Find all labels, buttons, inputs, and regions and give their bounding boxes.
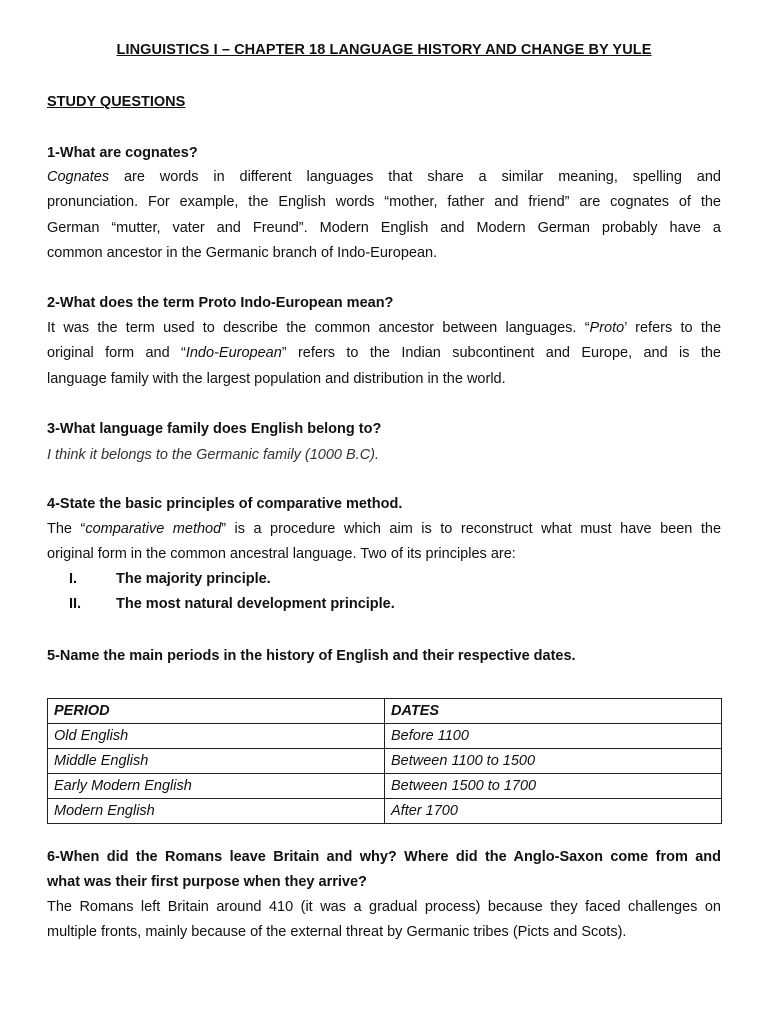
periods-table <box>47 698 722 824</box>
table-row <box>48 749 722 774</box>
question-1: 1-What are cognates? <box>47 145 198 161</box>
list-item-number: I. <box>69 571 78 587</box>
table-header-period: PERIOD <box>48 699 385 724</box>
table-header-row <box>48 699 722 724</box>
answer-1-line-3: German “mutter, vater and Freund”. Modern English and Modern German probably have a <box>47 219 721 236</box>
answer-2 <box>47 316 721 392</box>
answer-2-line-2: original form and “Indo-European” refers to the Indian subcontinent and Europe, and is the <box>47 345 722 362</box>
answer-2-line-1: It was the term used to describe the common ancestor between languages. “Proto’ refers to the <box>47 320 722 336</box>
table-cell: Early Modern English <box>48 774 385 799</box>
question-6-line-2: what was their first purpose when they arrive? <box>47 874 367 890</box>
question-2: 2-What does the term Proto Indo-European mean? <box>47 295 394 311</box>
list-item <box>47 567 721 592</box>
term-cognates: Cognates <box>47 169 110 185</box>
table-cell: Before 1100 <box>385 724 722 749</box>
answer-6-line-1: The Romans left Britain around 410 (it was a gradual process) because they faced challenges on <box>47 899 721 915</box>
list-item-text: The most natural development principle. <box>116 596 395 613</box>
question-5: 5-Name the main periods in the history of English and their respective dates. <box>47 648 576 664</box>
list-item <box>47 592 721 617</box>
table-row <box>48 799 722 824</box>
answer-4 <box>47 517 721 568</box>
answer-4-line-2: original form in the common ancestral language. Two of its principles are: <box>47 546 516 563</box>
answer-6 <box>47 895 721 946</box>
document-title: LINGUISTICS I – CHAPTER 18 LANGUAGE HISTORY AND CHANGE BY YULE <box>116 42 652 58</box>
answer-1-line-2: pronunciation. For example, the English words “mother, father and friend” are cognates of the <box>47 194 721 211</box>
table-header-dates: DATES <box>385 699 722 724</box>
term-comparative-method: comparative method <box>85 521 222 537</box>
answer-2-line-3: language family with the largest population and distribution in the world. <box>47 370 506 387</box>
section-heading: STUDY QUESTIONS <box>47 94 186 110</box>
question-6 <box>47 845 721 895</box>
principles-list <box>47 567 721 618</box>
question-6-line-1: 6-When did the Romans leave Britain and why? Where did the Anglo-Saxon come from and <box>47 849 721 865</box>
answer-6-line-2: multiple fronts, mainly because of the external threat by Germanic tribes (Picts and Scots). <box>47 924 627 941</box>
answer-1 <box>47 165 721 266</box>
table-cell: Middle English <box>48 749 385 774</box>
table-cell: Old English <box>48 724 385 749</box>
answer-3: I think it belongs to the Germanic family (1000 B.C). <box>47 447 380 463</box>
table-row <box>48 774 722 799</box>
table-row <box>48 724 722 749</box>
answer-1-line-1: Cognates are words in different languages that share a similar meaning, spelling and <box>47 169 721 185</box>
list-item-number: II. <box>69 596 82 613</box>
answer-1-line-4: common ancestor in the Germanic branch of Indo-European. <box>47 244 438 261</box>
table-cell: Modern English <box>48 799 385 824</box>
list-item-text: The majority principle. <box>116 571 271 587</box>
table-cell: After 1700 <box>385 799 722 824</box>
question-4: 4-State the basic principles of comparative method. <box>47 496 403 512</box>
table-cell: Between 1500 to 1700 <box>385 774 722 799</box>
table-cell: Between 1100 to 1500 <box>385 749 722 774</box>
answer-4-line-1: The “comparative method” is a procedure which aim is to reconstruct what must have been the <box>47 521 722 537</box>
term-indo-european: Indo-European <box>185 345 282 362</box>
term-proto: Proto <box>589 320 625 336</box>
question-3: 3-What language family does English belong to? <box>47 421 382 437</box>
